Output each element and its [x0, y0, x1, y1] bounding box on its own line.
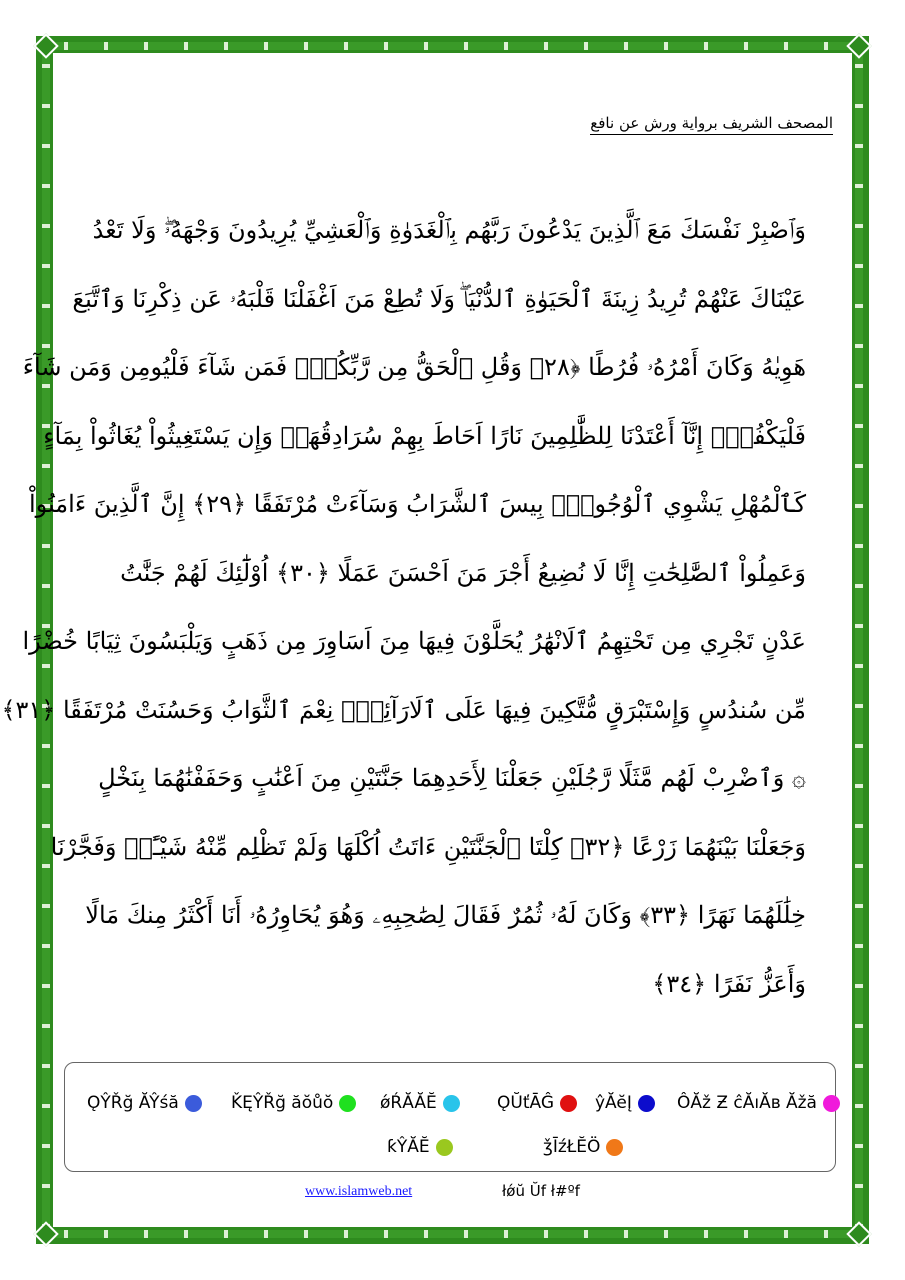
legend-dot-icon [339, 1095, 356, 1112]
legend-item [677, 1091, 840, 1115]
legend-label: ǪŬťĀĜ [497, 1093, 554, 1113]
verse-line: عَيْنَاكَ عَنْهُمْ تُرِيدُ زِينَةَ ٱلْحَيَوٰةِ ٱلدُّنْيَاۖ وَلَا تُطِعْ مَنَ اَغْفَلْنَا قَلْبَهُۥ عَن ذِكْرِنَا وَٱتَّبَعَ [72, 284, 806, 313]
legend-label: ƙŶĂĔ [387, 1137, 430, 1157]
legend-dot-icon [560, 1095, 577, 1112]
verse-line: وَٱصْبِرْ نَفْسَكَ مَعَ ٱلَّذِينَ يَدْعُونَ رَبَّهُم بِٱلْغَدَوٰةِ وَٱلْعَشِيِّ يُرِيدُونَ وَجْهَهُۥۖ وَلَا تَعْدُ [92, 216, 806, 244]
legend-item [595, 1091, 655, 1115]
legend-item [497, 1091, 577, 1115]
verse-line: فَلْيَكْفُرْۚ إِنَّآ أَعْتَدْنَا لِلظَّٰلِمِينَ نَارًا اَحَاطَ بِهِمْ سُرَادِقُهَاۚ وَإِن يَسْتَغِيثُواْ يُغَاثُواْ بِمَآءٍ [43, 421, 806, 450]
legend-label: ǪŶŘğ ĂŶśă [87, 1093, 179, 1113]
legend-dot-icon [823, 1095, 840, 1112]
legend-item [231, 1091, 356, 1115]
verse-line: وَأَعَزُّ نَفَرًا ﴿٣٤﴾ [652, 969, 806, 998]
legend-dot-icon [443, 1095, 460, 1112]
legend-label: ǿŔĂĂĔ [380, 1093, 437, 1113]
legend-item [380, 1091, 460, 1115]
legend-label: ǨĘŶŘğ ăŏůŏ [231, 1093, 334, 1113]
page-footer-label: łǿŭ Ŭf ł#ºf [502, 1182, 580, 1200]
legend-item [543, 1135, 623, 1159]
verse-line: وَعَمِلُواْ ٱلصَّٰلِحَٰتِ إِنَّا لَا نُضِيعُ أَجْرَ مَنَ اَحْسَنَ عَمَلًا ﴿٣٠﴾ اُوْلَٰٓئِكَ لَهُمْ جَنَّٰتُ [120, 558, 806, 587]
legend-dot-icon [436, 1139, 453, 1156]
verse-line: عَدْنٍ تَجْرِي مِن تَحْتِهِمُ ٱلَانْهَٰرُ يُحَلَّوْنَ فِيهَا مِنَ اَسَاوِرَ مِن ذَهَبٍ وَيَلْبَسُونَ ثِيَابًا خُضْرًا [22, 627, 806, 655]
verse-line: مِّن سُندُسٍ وَإِسْتَبْرَقٍ مُّتَّكِينَ فِيهَا عَلَى ٱلَارَآئِكِۚ نِعْمَ ٱلثَّوَابُ وَحَسُنَتْ مُرْتَفَقًا ﴿٣١﴾ [1, 695, 806, 724]
verse-line: ۞ وَٱضْرِبْ لَهُم مَّثَلًا رَّجُلَيْنِ جَعَلْنَا لِأَحَدِهِمَا جَنَّتَيْنِ مِنَ اَعْنَٰبٍ وَحَفَفْنَٰهُمَا بِنَخْلٍ [98, 764, 806, 792]
legend-item [87, 1091, 202, 1115]
quran-text-block [1, 196, 806, 1018]
legend-label: ǯĪźŁĔÖ [543, 1137, 601, 1157]
website-link[interactable]: www.islamweb.net [305, 1184, 413, 1199]
legend-label: ÔĂž Ƶ ĉĂıĂʙ Ăžă [677, 1093, 817, 1113]
verse-line: هَوِيٰهُ وَكَانَ أَمْرُهُۥ فُرُطًا ﴿٢٨﴾ وَقُلِ ٱلْحَقُّ مِن رَّبِّكُمْۖ فَمَن شَآءَ فَلْيُومِن وَمَن شَآءَ [22, 353, 806, 381]
legend-label: ŷĂĕĮ [595, 1093, 632, 1113]
border-ornament-right [855, 46, 863, 1234]
border-ornament-top [46, 42, 859, 50]
border-ornament-bottom [46, 1230, 859, 1238]
legend-item [387, 1135, 453, 1159]
verse-line: خِلَٰلَهُمَا نَهَرًا ﴿٣٣﴾ وَكَانَ لَهُۥ ثُمُرٌ فَقَالَ لِصَٰحِبِهِۦ وَهُوَ يُحَاوِرُهُۥ أَنَا أَكْثَرُ مِنكَ مَالًا [85, 901, 806, 929]
legend-dot-icon [185, 1095, 202, 1112]
legend-dot-icon [606, 1139, 623, 1156]
verse-line: كَٱلْمُهْلِ يَشْوِي ٱلْوُجُوهَۚ بِيسَ ٱلشَّرَابُ وَسَآءَتْ مُرْتَفَقًا ﴿٢٩﴾ إِنَّ ٱلَّذِينَ ءَامَنُواْ [29, 490, 806, 518]
tajweed-legend [64, 1062, 836, 1172]
legend-dot-icon [638, 1095, 655, 1112]
verse-line: وَجَعَلْنَا بَيْنَهُمَا زَرْعًا ﴿٣٢﴾ كِلْتَا ٱلْجَنَّتَيْنِ ءَاتَتُ اُكْلَهَا وَلَمْ تَظْلِم مِّنْهُ شَيْـًٔاۚ وَفَجَّرْنَا [50, 832, 806, 861]
page-title: المصحف الشريف برواية ورش عن نافع [590, 114, 833, 135]
